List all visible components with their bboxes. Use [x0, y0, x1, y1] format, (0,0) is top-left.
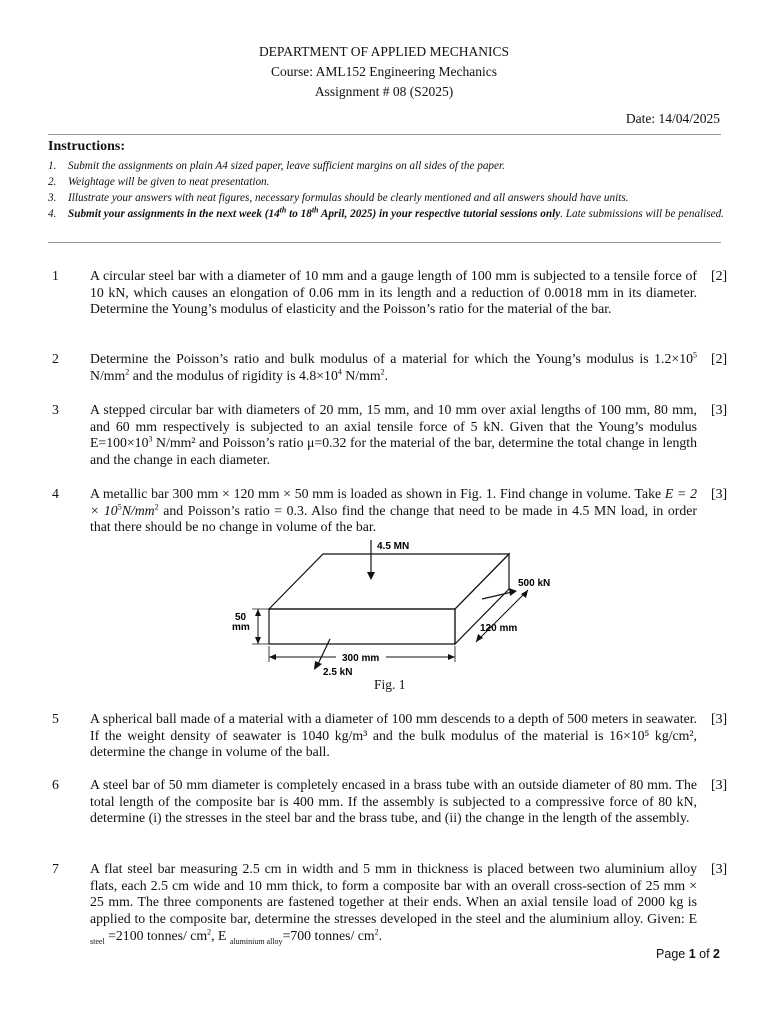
front-load-label: 2.5 kN	[323, 667, 353, 678]
instruction-number: 3.	[48, 192, 57, 204]
question-text: Determine the Poisson’s ratio and bulk modulus of a material for which the Young’s modulus is $1.2\times 10^5$ $N/mm^2$ and the modulus of rigidity is $4.8\times 10^4$ $N/mm^2$.	[90, 350, 697, 383]
instruction-item	[48, 158, 728, 174]
question-text: A stepped circular bar with diameters of 20 mm, 15 mm, and 10 mm over axial lengths of 100 mm, 80 mm, and 60 mm respectively is subjected to an axial tensile force of 5 kN. Given that the Young’s modulus $E=100\times 10^3$ N/mm² and Poisson’s ratio μ=0.32 for the material of the bar, determine the total change in length and the change in each diameter.	[90, 402, 697, 468]
block-front-face	[269, 609, 455, 644]
question-text: A spherical ball made of a material with a diameter of 100 mm descends to a depth of 500 meters in seawater. If the weight density of seawater is 1040 kg/m³ and the bulk modulus of the material is 16×10⁵ kg/cm², determine the change in volume of the ball.	[90, 711, 697, 760]
instruction-text: Weightage will be given to neat presentation.	[68, 176, 270, 188]
top-load-label: 4.5 MN	[377, 541, 410, 552]
question-marks: [3]	[711, 861, 728, 876]
instruction-text	[68, 206, 728, 222]
instruction-bold-text: to 18	[286, 208, 312, 220]
department-title: DEPARTMENT OF APPLIED MECHANICS	[258, 44, 510, 59]
assignment-title: Assignment # 08 (S2025)	[314, 84, 454, 99]
instruction-number: 4.	[48, 208, 57, 220]
question-number: 1	[52, 268, 59, 283]
question-number: 6	[52, 777, 59, 792]
question-text: A circular steel bar with a diameter of 10 mm and a gauge length of 100 mm is subjected to a tensile force of 10 kN, which causes an elongation of 0.06 mm in its length and a reduction of 0.0018 mm in its diameter. Determine the Young’s modulus of elasticity and the Poisson’s ratio for the material of the bar.	[90, 268, 697, 317]
page-number: Page 1 of 2	[656, 947, 720, 961]
figure-caption: Fig. 1	[374, 677, 406, 692]
divider-top	[48, 134, 721, 135]
instruction-bold-text: April, 2025) in your respective tutorial sessions only	[318, 208, 561, 220]
height-unit-label: mm	[232, 622, 250, 633]
question-text: A steel bar of 50 mm diameter is completely encased in a brass tube with an outside diameter of 80 mm. The total length of the composite bar is 400 mm. If the assembly is subjected to a compressive force of 80 kN, determine (i) the stresses in the steel bar and the brass tube, and (ii) the change in the length of the assembly.	[90, 777, 697, 826]
superscript: th	[279, 205, 287, 215]
width-label: 120 mm	[480, 623, 518, 634]
instruction-text: Illustrate your answers with neat figures, necessary formulas should be clearly mentioned and all answers should have units.	[68, 192, 629, 204]
side-load-arrowhead	[509, 588, 517, 596]
front-load-arrowhead	[314, 661, 322, 670]
instruction-text: Submit the assignments on plain A4 sized paper, leave sufficient margins on all sides of the paper.	[68, 160, 505, 172]
question-text: A metallic bar 300 mm × 120 mm × 50 mm is loaded as shown in Fig. 1. Find change in volume. Take $E = 2 \times 10^5N/mm^2$ and Poisson’s ratio = 0.3. Also find the change that need to be made in 4.5 MN load, in order that there should be no change in volume of the bar.	[90, 486, 698, 535]
divider-bottom	[48, 242, 721, 243]
instruction-number: 1.	[48, 160, 57, 172]
assignment-date: Date: 14/04/2025	[625, 111, 720, 126]
instruction-bold-text: Submit your assignments in the next week (14	[68, 208, 280, 220]
instruction-item	[48, 174, 728, 190]
question-text: A flat steel bar measuring 2.5 cm in width and 5 mm in thickness is placed between two aluminium alloy flats, each 2.5 cm wide and 10 mm thick, to form a composite bar with an overall cross-section of 25 mm × 25 mm. The three components are fastened together at their ends. When an axial tensile load of 2000 kg is applied to the composite bar, determine the stresses developed in the steel and the aluminium alloy. Given: E $_{steel}$ =2100 tonnes/ $cm^2$, E $_{aluminium alloy}$=700 tonnes/ $cm^2$.	[90, 861, 697, 946]
instruction-item	[48, 206, 728, 222]
question-number: 5	[52, 711, 59, 726]
question-number: 2	[52, 351, 59, 366]
question-marks: [2]	[711, 268, 728, 283]
instruction-item	[48, 190, 728, 206]
question-marks: [3]	[711, 711, 728, 726]
question-marks: [3]	[711, 777, 728, 792]
length-label: 300 mm	[342, 653, 380, 664]
instruction-rest-text: . Late submissions will be penalised.	[560, 208, 724, 220]
block-top-face	[269, 554, 509, 609]
course-title: Course: AML152 Engineering Mechanics	[270, 64, 498, 79]
question-marks: [3]	[711, 402, 728, 417]
question-marks: [2]	[711, 351, 728, 366]
width-dimension-line	[476, 590, 528, 642]
math-expression: E = 2 × 10	[90, 486, 697, 518]
question-number: 7	[52, 861, 59, 876]
instructions-list	[48, 158, 728, 222]
height-label: 50	[235, 612, 247, 623]
question-marks: [3]	[711, 486, 728, 501]
instruction-number: 2.	[48, 176, 57, 188]
instructions-title: Instructions:	[48, 139, 126, 154]
question-number: 4	[52, 486, 59, 501]
side-load-arrow	[482, 592, 512, 599]
side-load-label: 500 kN	[518, 578, 551, 589]
figure-loaded-block	[228, 536, 558, 684]
math-expression: N/mm	[121, 502, 155, 518]
front-load-arrow	[318, 639, 330, 664]
superscript: th	[311, 205, 319, 215]
top-load-arrowhead	[367, 572, 375, 580]
question-number: 3	[52, 402, 59, 417]
